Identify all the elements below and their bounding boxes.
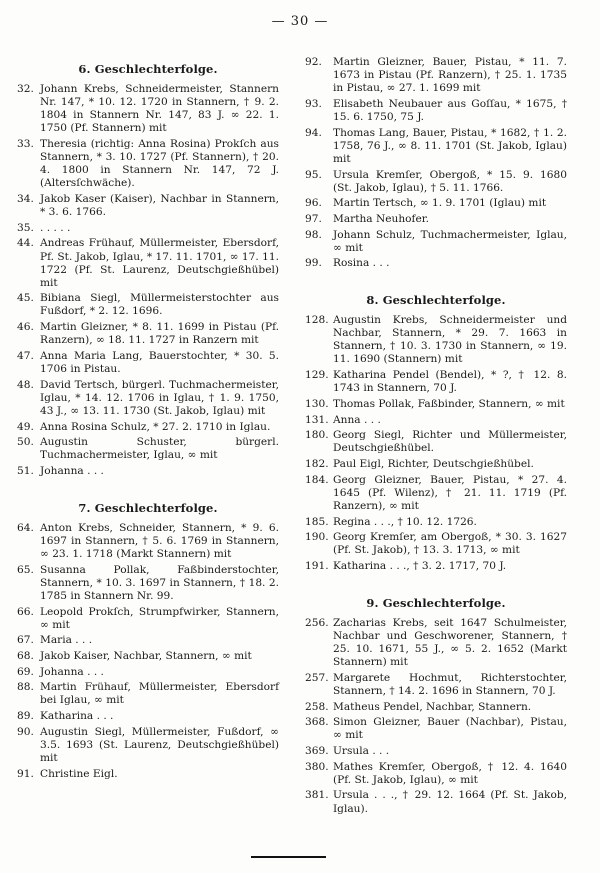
entry-text: Theresia (richtig: Anna Rosina) Prokſch aus Stannern, * 3. 10. 1727 (Pf. Stannern), † 20. 4. 1800 in Stannern Nr. 147, 72 J. (Altersſchwäche).: [40, 137, 279, 190]
genealogy-entry: [17, 138, 279, 190]
entry-number: 369.: [305, 745, 329, 757]
entry-text: Katharina . . ., † 3. 2. 1717, 70 J.: [333, 560, 507, 573]
entry-text: Simon Gleizner, Bauer (Nachbar), Pistau, ∞ mit: [333, 716, 567, 742]
entry-number: 98.: [305, 228, 322, 241]
genealogy-entry: [17, 421, 279, 434]
right-column: [305, 56, 567, 818]
entry-number: 380.: [305, 760, 329, 773]
genealogy-entry: [17, 465, 279, 478]
entry-number: 90.: [17, 725, 34, 738]
genealogy-entry: [305, 127, 567, 166]
entry-number: 93.: [305, 97, 322, 110]
entry-number: 44.: [17, 237, 34, 250]
genealogy-entry: [305, 701, 567, 714]
entry-number: 66.: [17, 605, 34, 618]
entry-text: Ursula Kremſer, Obergoß, * 15. 9. 1680 (St. Jakob, Iglau), † 5. 11. 1766.: [333, 168, 567, 194]
entry-number: 34.: [17, 192, 34, 205]
entry-text: Maria . . .: [40, 634, 93, 647]
entry-text: Ursula . . ., † 29. 12. 1664 (Pf. St. Jakob, Iglau).: [333, 789, 567, 815]
genealogy-entry: [17, 710, 279, 723]
genealogy-entry: [17, 522, 279, 561]
genealogy-entry: [17, 321, 279, 347]
entry-text: Thomas Pollak, Faßbinder, Stannern, ∞ mit: [333, 397, 565, 410]
entry-number: 368.: [305, 716, 329, 729]
entry-number: 128.: [305, 314, 329, 327]
genealogy-entry: [17, 83, 279, 135]
genealogy-entry: [305, 56, 567, 95]
entry-text: Augustin Siegl, Müllermeister, Fußdorf, ∞ 3.5. 1693 (St. Laurenz, Deutschgießhübel) mit: [40, 725, 279, 764]
entry-number: 45.: [17, 292, 34, 305]
entry-text: Johanna . . .: [40, 665, 104, 678]
entry-number: 96.: [305, 197, 322, 210]
genealogy-entry: [305, 369, 567, 395]
entry-text: Leopold Prokſch, Strumpfwirker, Stannern, ∞ mit: [40, 605, 279, 631]
entry-text: Johann Schulz, Tuchmachermeister, Iglau, ∞ mit: [333, 228, 567, 254]
entry-text: Matheus Pendel, Nachbar, Stannern.: [333, 700, 532, 713]
genealogy-entry: [305, 716, 567, 742]
entry-text: Zacharias Krebs, seit 1647 Schulmeister, Nachbar und Geschworener, Stannern, † 25. 10. 1671, 55 J., ∞ 5. 2. 1652 (Markt Stannern) mit: [333, 616, 567, 669]
entry-number: 46.: [17, 321, 34, 334]
end-rule: [251, 856, 326, 858]
genealogy-entry: [305, 458, 567, 471]
genealogy-entry: [17, 666, 279, 679]
entry-number: 95.: [305, 168, 322, 181]
entry-number: 65.: [17, 563, 34, 576]
entry-text: Elisabeth Neubauer aus Goſſau, * 1675, † 15. 6. 1750, 75 J.: [333, 97, 567, 123]
entry-text: Mathes Kremſer, Obergoß, † 12. 4. 1640 (Pf. St. Jakob, Iglau), ∞ mit: [333, 760, 567, 786]
genealogy-entry: [305, 98, 567, 124]
genealogy-entry: [305, 229, 567, 255]
entry-number: 99.: [305, 257, 322, 270]
entry-text: David Tertsch, bürgerl. Tuchmachermeister, Iglau, * 14. 12. 1706 in Iglau, † 1. 9. 1750, 43 J., ∞ 13. 11. 1730 (St. Jakob, Iglau) mit: [40, 378, 279, 417]
entry-text: Regina . . ., † 10. 12. 1726.: [333, 515, 477, 528]
entry-number: 67.: [17, 634, 34, 647]
entry-text: Georg Kremſer, am Obergoß, * 30. 3. 1627 (Pf. St. Jakob), † 13. 3. 1713, ∞ mit: [333, 531, 567, 557]
genealogy-entry: [17, 564, 279, 603]
section-spacer: [305, 273, 567, 287]
entry-number: 68.: [17, 649, 34, 662]
entry-text: Bibiana Siegl, Müllermeisterstochter aus Fußdorf, * 2. 12. 1696.: [40, 292, 279, 318]
genealogy-entry: [305, 474, 567, 513]
entry-number: 92.: [305, 56, 322, 68]
entry-number: 69.: [17, 665, 34, 678]
entry-number: 47.: [17, 349, 34, 362]
genealogy-entry: [17, 193, 279, 219]
entry-number: 91.: [17, 767, 34, 780]
genealogy-entry: [305, 745, 567, 758]
entry-number: 35.: [17, 221, 34, 234]
genealogy-entry: [305, 761, 567, 787]
entry-text: Martin Tertsch, ∞ 1. 9. 1701 (Iglau) mit: [333, 197, 547, 210]
entry-number: 130.: [305, 397, 329, 410]
entry-text: Margarete Hochmut, Richterstochter, Stannern, † 14. 2. 1696 in Stannern, 70 J.: [333, 671, 567, 697]
entry-number: 180.: [305, 429, 329, 442]
entry-text: Katharina . . .: [40, 710, 114, 723]
entry-number: 49.: [17, 420, 34, 433]
entry-number: 182.: [305, 458, 329, 471]
genealogy-entry: [17, 350, 279, 376]
genealogy-entry: [305, 429, 567, 455]
entry-text: Thomas Lang, Bauer, Pistau, * 1682, † 1. 2. 1758, 76 J., ∞ 8. 11. 1701 (St. Jakob, Iglau) mit: [333, 126, 567, 165]
entry-number: 48.: [17, 378, 34, 391]
genealogy-entry: [17, 606, 279, 632]
genealogy-entry: [17, 222, 279, 235]
genealogy-entry: [17, 379, 279, 418]
entry-text: Susanna Pollak, Faßbinderstochter, Stannern, * 10. 3. 1697 in Stannern, † 18. 2. 1785 in Stannern Nr. 99.: [40, 563, 279, 602]
entry-text: Martin Frühauf, Müllermeister, Ebersdorf bei Iglau, ∞ mit: [40, 681, 279, 707]
entry-number: 184.: [305, 473, 329, 486]
genealogy-entry: [305, 560, 567, 573]
genealogy-entry: [305, 516, 567, 529]
entry-text: Katharina Pendel (Bendel), * ?, † 12. 8. 1743 in Stannern, 70 J.: [333, 369, 567, 395]
entry-text: Anna . . .: [333, 413, 381, 426]
entry-number: 88.: [17, 681, 34, 694]
genealogy-entry: [305, 197, 567, 210]
section-spacer: [17, 481, 279, 495]
genealogy-entry: [305, 414, 567, 427]
entry-number: 190.: [305, 531, 329, 544]
genealogy-entry: [17, 292, 279, 318]
entry-text: Christine Eigl.: [40, 767, 118, 780]
entry-number: 89.: [17, 710, 34, 723]
entry-text: Martin Gleizner, Bauer, Pistau, * 11. 7. 1673 in Pistau (Pf. Ranzern), † 25. 1. 1735 in Pistau, ∞ 27. 1. 1699 mit: [333, 56, 567, 95]
entry-text: Georg Gleizner, Bauer, Pistau, * 27. 4. 1645 (Pf. Wilenz), † 21. 11. 1719 (Pf. Ranzern), ∞ mit: [333, 473, 567, 512]
genealogy-entry: [305, 617, 567, 669]
section-heading: 7. Geschlechterfolge.: [78, 500, 218, 515]
entry-text: Georg Siegl, Richter und Müllermeister, Deutschgießhübel.: [333, 429, 567, 455]
entry-number: 185.: [305, 515, 329, 528]
entry-text: Anna Maria Lang, Bauerstochter, * 30. 5. 1706 in Pistau.: [40, 349, 279, 376]
entry-text: Ursula . . .: [333, 745, 390, 757]
entry-number: 94.: [305, 126, 322, 139]
entry-text: Johann Krebs, Schneidermeister, Stannern Nr. 147, * 10. 12. 1720 in Stannern, † 9. 2. 1804 in Stannern Nr. 147, 83 J. ∞ 22. 1. 1750 (Pf. Stannern) mit: [40, 83, 279, 135]
entry-number: 381.: [305, 789, 329, 802]
genealogy-entry: [17, 436, 279, 462]
entry-text: Anton Krebs, Schneider, Stannern, * 9. 6. 1697 in Stannern, † 5. 6. 1769 in Stannern, ∞ 23. 1. 1718 (Markt Stannern) mit: [40, 521, 279, 560]
genealogy-entry: [305, 169, 567, 195]
entry-text: Martin Gleizner, * 8. 11. 1699 in Pistau (Pf. Ranzern), ∞ 18. 11. 1727 in Ranzern mit: [40, 321, 279, 347]
entry-text: Jakob Kaser (Kaiser), Nachbar in Stannern, * 3. 6. 1766.: [40, 192, 279, 219]
left-column: [17, 56, 279, 783]
entry-number: 51.: [17, 465, 34, 478]
entry-text: Augustin Schuster, bürgerl. Tuchmachermeister, Iglau, ∞ mit: [40, 436, 279, 462]
entry-number: 257.: [305, 671, 329, 684]
genealogy-entry: [305, 314, 567, 366]
genealogy-entry: [305, 257, 567, 270]
entry-text: . . . . .: [40, 221, 71, 234]
section-heading: 8. Geschlechterfolge.: [366, 293, 506, 308]
entry-text: Jakob Kaiser, Nachbar, Stannern, ∞ mit: [40, 649, 252, 662]
entry-text: Anna Rosina Schulz, * 27. 2. 1710 in Iglau.: [40, 420, 271, 433]
genealogy-entry: [17, 237, 279, 289]
entry-text: Johanna . . .: [40, 465, 104, 478]
entry-text: Martha Neuhofer.: [333, 213, 430, 225]
entry-number: 33.: [17, 137, 34, 150]
genealogy-entry: [305, 213, 567, 226]
entry-number: 258.: [305, 700, 329, 713]
section-heading: 6. Geschlechterfolge.: [78, 62, 218, 76]
genealogy-entry: [305, 672, 567, 698]
section-heading: 9. Geschlechterfolge.: [366, 595, 506, 610]
entry-text: Rosina . . .: [333, 257, 390, 270]
genealogy-entry: [305, 531, 567, 557]
entry-number: 32.: [17, 83, 34, 95]
entry-text: Augustin Krebs, Schneidermeister und Nachbar, Stannern, * 29. 7. 1663 in Stannern, † 10. 3. 1730 in Stannern, ∞ 19. 11. 1690 (Stannern) mit: [333, 314, 567, 366]
genealogy-entry: [17, 681, 279, 707]
genealogy-entry: [17, 768, 279, 781]
genealogy-entry: [305, 398, 567, 411]
entry-number: 131.: [305, 413, 329, 426]
entry-number: 191.: [305, 560, 329, 573]
genealogy-entry: [17, 634, 279, 647]
genealogy-entry: [305, 789, 567, 815]
entry-number: 64.: [17, 521, 34, 534]
entry-text: Paul Eigl, Richter, Deutschgießhübel.: [333, 458, 534, 471]
entry-number: 256.: [305, 616, 329, 629]
entry-number: 50.: [17, 436, 34, 449]
genealogy-entry: [17, 650, 279, 663]
section-spacer: [305, 576, 567, 590]
page-number: — 30 —: [271, 14, 329, 29]
entry-text: Andreas Frühauf, Müllermeister, Ebersdorf, Pf. St. Jakob, Iglau, * 17. 11. 1701, ∞ 17. 11. 1722 (Pf. St. Laurenz, Deutschgießhübel) mit: [40, 237, 279, 289]
entry-number: 97.: [305, 213, 322, 225]
genealogy-entry: [17, 726, 279, 765]
entry-number: 129.: [305, 369, 329, 382]
